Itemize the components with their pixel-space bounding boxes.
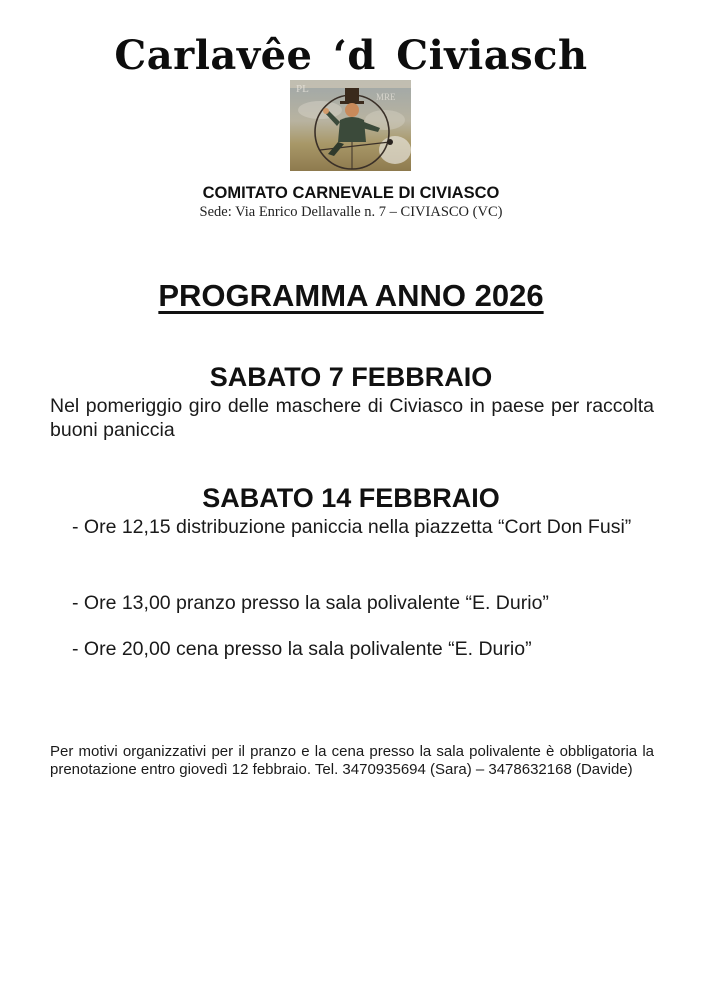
program-title — [0, 276, 702, 316]
day-heading-feb-7: SABATO 7 FEBBRAIO — [209, 362, 493, 392]
day-heading-feb-14: SABATO 14 FEBBRAIO — [202, 483, 500, 513]
svg-text:MRE: MRE — [376, 92, 396, 102]
event-item: - Ore 13,00 pranzo presso la sala polivalente “E. Durio” — [72, 592, 549, 614]
reservation-note: Per motivi organizzativi per il pranzo e la cena presso la sala polivalente è obbligatoria la prenotazione entro giovedì 12 febbraio. Tel. 3470935694 (Sara) – 3478632168 (Davide) — [50, 743, 654, 778]
carnival-logo-image — [290, 80, 411, 171]
event-item: - Ore 20,00 cena presso la sala polivalente “E. Durio” — [72, 638, 532, 660]
day-description-feb-7: Nel pomeriggio giro delle maschere di Civiasco in paese per raccolta buoni paniccia — [50, 395, 654, 441]
program-title-text: PROGRAMMA ANNO 2026 — [158, 278, 544, 313]
carnival-mask-bicycle-icon — [290, 80, 411, 171]
organization-name: COMITATO CARNEVALE DI CIVIASCO — [202, 184, 500, 202]
organization-address: Sede: Via Enrico Dellavalle n. 7 – CIVIASCO (VC) — [199, 204, 503, 220]
event-item: - Ore 12,15 distribuzione paniccia nella piazzetta “Cort Don Fusi” — [72, 516, 632, 538]
document-title: Carlavêe ‘d Civiasch — [114, 32, 588, 79]
svg-text:PL: PL — [296, 83, 309, 95]
